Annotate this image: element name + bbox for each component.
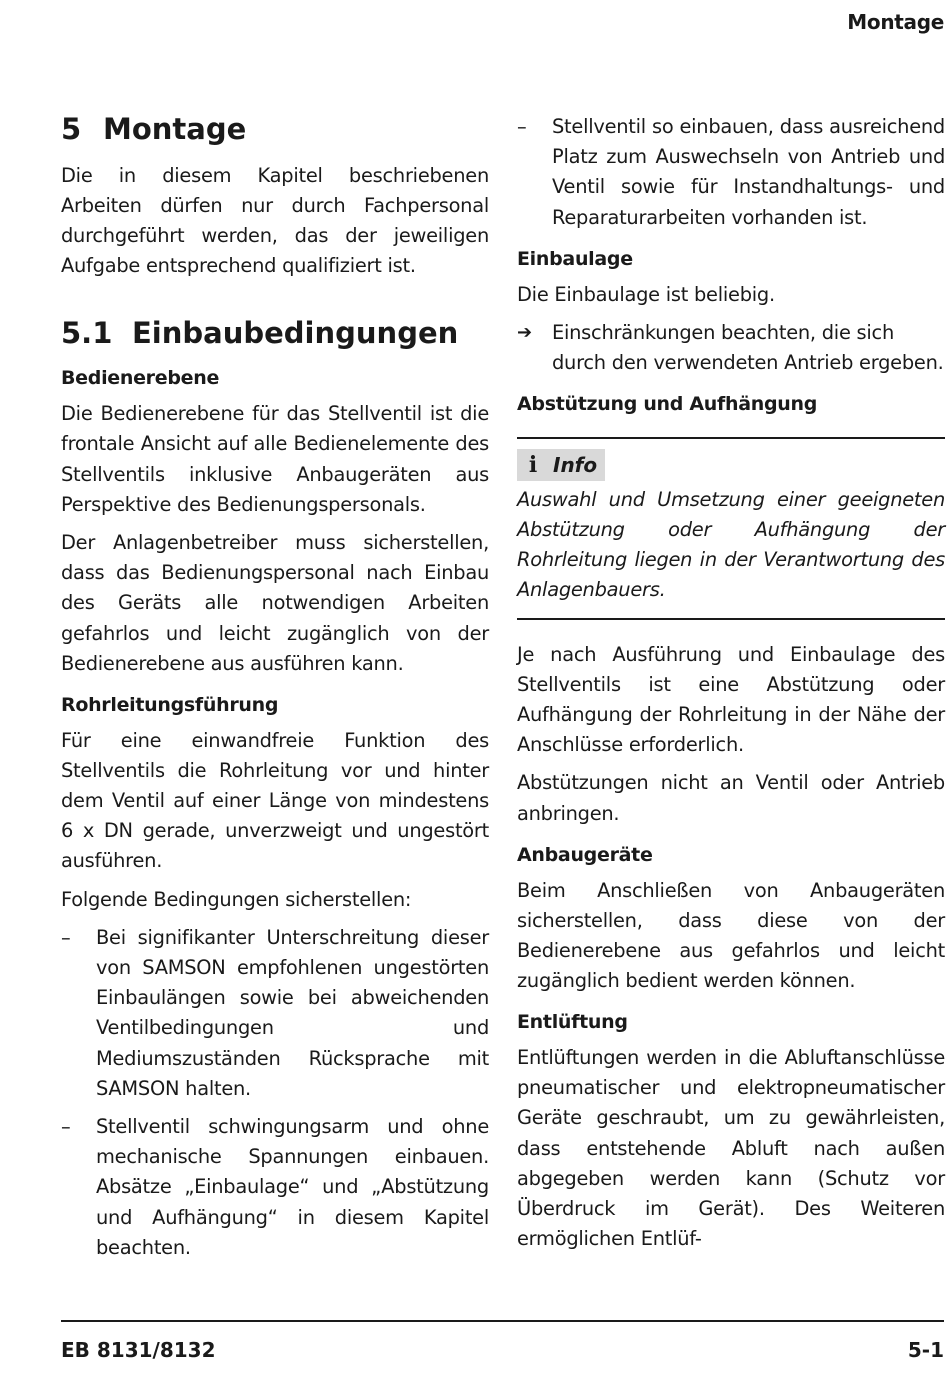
rohr-paragraph-1: Für eine einwandfreie Funktion des Stellventils die Rohrleitung vor und hinter dem Ventil auf einer Länge von mindestens 6 x DN gerade, unverzweigt und ungestört ausführen. [61, 728, 489, 873]
info-box [517, 437, 945, 620]
right-column [517, 112, 945, 1262]
einbaulage-paragraph: Die Einbaulage ist beliebig. [517, 282, 775, 306]
chapter-title: Montage [103, 112, 247, 146]
section-title: Einbaubedingungen [132, 315, 459, 350]
dash-bullet: – [61, 1115, 71, 1139]
abstuetzung-paragraph-2: Abstützungen nicht an Ventil oder Antrieb anbringen. [517, 771, 945, 825]
chapter-number: 5 [61, 112, 82, 146]
left-column [61, 112, 489, 1271]
section-heading [61, 316, 489, 351]
conditions-list-continued [517, 112, 945, 233]
section-number: 5.1 [61, 315, 113, 350]
bedienerebene-paragraph-2: Der Anlagenbetreiber muss sicherstellen, dass das Bedienungspersonal nach Einbau des Geräts alle notwendigen Arbeiten gefahrlos und leicht zugänglich von der Bedienerebene aus ausführen kann. [61, 530, 489, 675]
entlueftung-paragraph: Entlüftungen werden in die Abluftanschlüsse pneumatischer und elektropneumatischer Geräte geschraubt, um zu gewährleisten, dass entstehende Abluft nach außen abgegeben werden kann (Schutz vor Überdruck im Gerät). Des Weiteren ermöglichen Entlüf- [517, 1046, 945, 1251]
anbau-paragraph: Beim Anschließen von Anbaugeräten sicherstellen, dass diese von der Bedienerebene aus gefahrlos und leicht zugänglich bedient werden können. [517, 878, 945, 993]
footer-divider [61, 1320, 944, 1322]
arrow-right-icon: ➔ [517, 321, 532, 343]
subheading-entlueftung: Entlüftung [517, 1011, 628, 1034]
rohr-paragraph-2: Folgende Bedingungen sicherstellen: [61, 887, 412, 911]
info-text: Auswahl und Umsetzung einer geeigneten Abstützung oder Aufhängung der Rohrleitung liegen in der Verantwortung des Anlagenbauers. [517, 487, 945, 602]
dash-bullet: – [517, 115, 527, 138]
footer-document-number: EB 8131/8132 [61, 1338, 216, 1362]
subheading-einbaulage: Einbaulage [517, 247, 633, 270]
subheading-abstuetzung: Abstützung und Aufhängung [517, 393, 818, 416]
subheading-rohrleitungsfuehrung: Rohrleitungsführung [61, 693, 279, 716]
list-item-text: Bei signifikanter Unterschreitung dieser von SAMSON empfohlenen ungestörten Einbaulängen sowie bei abweichenden Ventilbedingungen und Mediumszuständen Rücksprache mit SAMSON halten. [96, 925, 489, 1100]
info-badge [517, 449, 605, 481]
info-icon: i [528, 451, 538, 478]
subheading-bedienerebene: Bedienerebene [61, 367, 220, 390]
abstuetzung-paragraph-1: Je nach Ausführung und Einbaulage des Stellventils ist eine Abstützung oder Aufhängung der Rohrleitung in der Nähe der Anschlüsse erforderlich. [517, 642, 945, 757]
list-item [61, 923, 489, 1104]
footer-page-number: 5-1 [907, 1338, 944, 1362]
intro-paragraph: Die in diesem Kapitel beschriebenen Arbeiten dürfen nur durch Fachpersonal durchgeführt werden, das der jeweiligen Aufgabe entsprechend qualifiziert ist. [61, 163, 489, 278]
dash-bullet: – [61, 925, 71, 949]
info-label: Info [553, 452, 598, 477]
chapter-heading [61, 112, 489, 147]
instruction-item [517, 318, 945, 378]
conditions-list [61, 923, 489, 1263]
list-item [61, 1112, 489, 1263]
list-item-text: Stellventil so einbauen, dass ausreichend Platz zum Auswechseln von Antrieb und Ventil sowie für Instandhaltungs- und Reparaturarbeiten vorhanden ist. [552, 115, 945, 229]
list-item-text: Stellventil schwingungsarm und ohne mechanische Spannungen einbauen. Absätze „Einbaulage“ und „Abstützung und Aufhängung“ in diesem Kapitel beachten. [96, 1115, 489, 1259]
subheading-anbaugeraete: Anbaugeräte [517, 843, 653, 866]
running-header: Montage [847, 10, 944, 34]
list-item [517, 112, 945, 233]
instruction-text: Einschränkungen beachten, die sich durch den verwendeten Antrieb ergeben. [552, 320, 944, 374]
bedienerebene-paragraph-1: Die Bedienerebene für das Stellventil ist die frontale Ansicht auf alle Bedienelemente des Stellventils inklusive Anbaugeräten aus Perspektive des Bedienungspersonals. [61, 402, 489, 516]
